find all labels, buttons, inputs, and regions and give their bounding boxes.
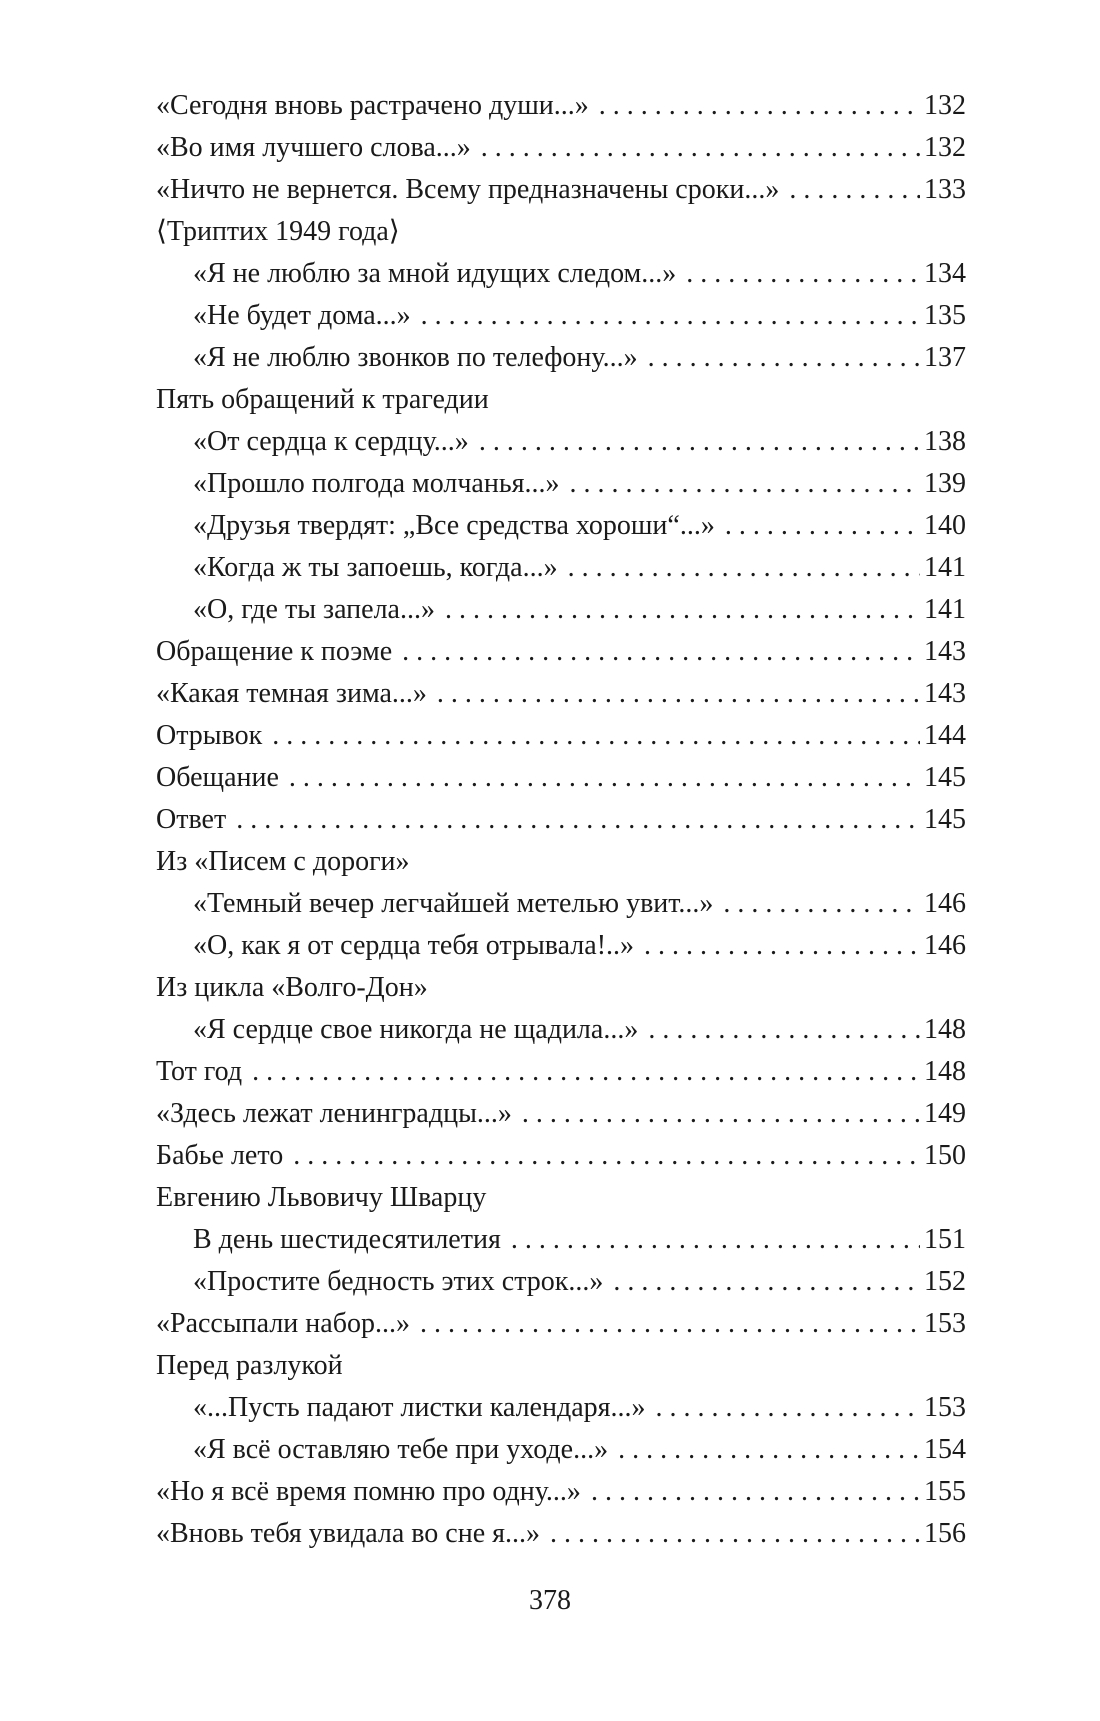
toc-section-heading [156,211,966,253]
toc-entry-page: 140 [924,510,966,541]
dot-leader [402,631,920,673]
toc-entry-title: Перед разлукой [156,1350,343,1381]
toc-entry-page: 133 [924,174,966,205]
toc-section-heading [156,841,966,883]
toc-entry [156,925,966,967]
dot-leader [644,925,920,967]
dot-leader [522,1093,920,1135]
toc-entry [156,1051,966,1093]
toc-entry [156,757,966,799]
toc-entry [156,337,966,379]
toc-entry-title: «Во имя лучшего слова...» [156,132,471,163]
toc-entry-page: 145 [924,762,966,793]
toc-entry-page: 153 [924,1308,966,1339]
toc-entry-title: В день шестидесятилетия [193,1224,501,1255]
toc-entry-page: 143 [924,678,966,709]
dot-leader [569,463,920,505]
toc-entry [156,1135,966,1177]
toc-entry-title: Тот год [156,1056,243,1087]
toc-entry-page: 153 [924,1392,966,1423]
toc-entry [156,127,966,169]
toc-entry-title: «Когда ж ты запоешь, когда...» [193,552,558,583]
toc-entry-title: «Здесь лежат ленинградцы...» [156,1098,512,1129]
dot-leader [648,337,920,379]
toc-entry-title: «Я всё оставляю тебе при уходе...» [193,1434,609,1465]
toc-entry-title: «Я не люблю за мной идущих следом...» [193,258,677,289]
dot-leader [599,85,920,127]
dot-leader [252,1051,920,1093]
toc-entry-title: Отрывок [156,720,263,751]
dot-leader [613,1261,920,1303]
toc-entry-title: «О, как я от сердца тебя отрывала!..» [193,930,635,961]
toc-entry-page: 154 [924,1434,966,1465]
toc-entry [156,547,966,589]
toc-entry [156,1009,966,1051]
toc-entry-page: 137 [924,342,966,373]
toc-section-heading [156,1345,966,1387]
toc-entry-title: «Простите бедность этих строк...» [193,1266,604,1297]
toc-entry [156,1513,966,1555]
dot-leader [511,1219,920,1261]
toc-entry-page: 146 [924,930,966,961]
dot-leader [420,1303,920,1345]
toc-entry-page: 134 [924,258,966,289]
toc-entry-title: «...Пусть падают листки календаря...» [193,1392,646,1423]
toc-entry-title: Пять обращений к трагедии [156,384,489,415]
dot-leader [479,421,920,463]
toc-entry [156,1093,966,1135]
dot-leader [656,1387,920,1429]
toc-section-heading [156,379,966,421]
toc-entry [156,631,966,673]
dot-leader [437,673,920,715]
dot-leader [686,253,920,295]
toc-entry-page: 155 [924,1476,966,1507]
toc-entry-page: 144 [924,720,966,751]
toc-entry [156,169,966,211]
toc-entry [156,883,966,925]
table-of-contents [156,85,966,1555]
toc-entry-title: Бабье лето [156,1140,284,1171]
toc-entry-title: Евгению Львовичу Шварцу [156,1182,487,1213]
toc-entry-title: «Я не люблю звонков по телефону...» [193,342,638,373]
toc-entry [156,463,966,505]
dot-leader [648,1009,920,1051]
toc-entry-title: «Не будет дома...» [193,300,411,331]
toc-entry-title: «Темный вечер легчайшей метелью увит...» [193,888,714,919]
toc-entry-title: «Рассыпали набор...» [156,1308,410,1339]
dot-leader [550,1513,920,1555]
toc-entry-page: 145 [924,804,966,835]
toc-entry-page: 152 [924,1266,966,1297]
dot-leader [723,883,920,925]
dot-leader [445,589,920,631]
dot-leader [272,715,920,757]
toc-entry [156,295,966,337]
toc-entry-title: «Ничто не вернется. Всему предназначены сроки...» [156,174,780,205]
toc-entry [156,673,966,715]
toc-entry [156,799,966,841]
toc-entry-page: 148 [924,1014,966,1045]
toc-entry-title: «Я сердце свое никогда не щадила...» [193,1014,639,1045]
toc-entry-page: 148 [924,1056,966,1087]
toc-entry-page: 149 [924,1098,966,1129]
dot-leader [293,1135,920,1177]
toc-entry-page: 132 [924,132,966,163]
toc-entry-page: 141 [924,552,966,583]
page-number: 378 [529,1585,571,1616]
toc-entry-page: 156 [924,1518,966,1549]
toc-entry-title: Из цикла «Волго-Дон» [156,972,428,1003]
toc-entry [156,421,966,463]
toc-entry-page: 146 [924,888,966,919]
toc-entry-page: 141 [924,594,966,625]
toc-entry [156,253,966,295]
toc-entry [156,1261,966,1303]
toc-entry [156,1471,966,1513]
toc-entry [156,1219,966,1261]
toc-entry-page: 138 [924,426,966,457]
toc-entry-title: Из «Писем с дороги» [156,846,410,877]
toc-entry-title: ⟨Триптих 1949 года⟩ [156,216,400,247]
toc-entry-title: «Какая темная зима...» [156,678,427,709]
toc-entry-title: «От сердца к сердцу...» [193,426,469,457]
toc-entry-page: 132 [924,90,966,121]
toc-entry-title: «Прошло полгода молчанья...» [193,468,560,499]
toc-entry-page: 151 [924,1224,966,1255]
toc-entry-title: Ответ [156,804,227,835]
toc-entry [156,589,966,631]
toc-entry [156,715,966,757]
dot-leader [421,295,920,337]
dot-leader [591,1471,920,1513]
toc-entry-title: Обращение к поэме [156,636,393,667]
toc-entry-page: 135 [924,300,966,331]
toc-entry-page: 150 [924,1140,966,1171]
toc-entry-title: Обещание [156,762,279,793]
toc-entry-title: «Сегодня вновь растрачено души...» [156,90,589,121]
toc-entry-title: «Но я всё время помню про одну...» [156,1476,581,1507]
dot-leader [725,505,920,547]
dot-leader [568,547,920,589]
toc-entry [156,505,966,547]
toc-entry-page: 143 [924,636,966,667]
toc-entry [156,1387,966,1429]
toc-entry [156,85,966,127]
toc-entry-title: «Вновь тебя увидала во сне я...» [156,1518,541,1549]
toc-entry [156,1429,966,1471]
dot-leader [481,127,920,169]
toc-section-heading [156,967,966,1009]
toc-entry-title: «О, где ты запела...» [193,594,435,625]
dot-leader [789,169,920,211]
toc-entry [156,1303,966,1345]
toc-entry-page: 139 [924,468,966,499]
dot-leader [618,1429,920,1471]
dot-leader [236,799,920,841]
toc-section-heading [156,1177,966,1219]
toc-entry-title: «Друзья твердят: „Все средства хороши“...» [193,510,715,541]
dot-leader [289,757,920,799]
